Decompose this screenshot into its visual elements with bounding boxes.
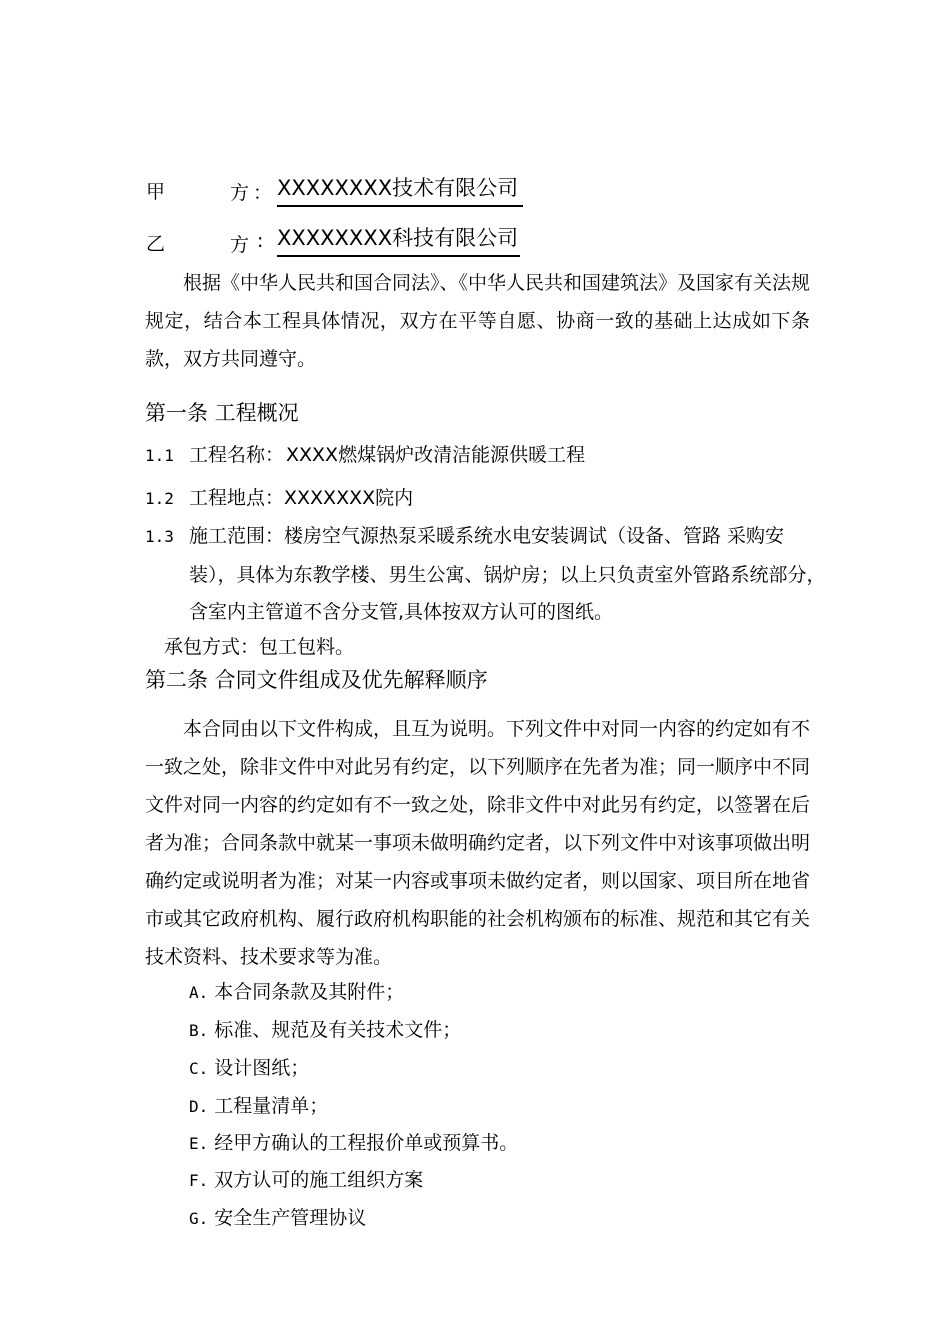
list-letter: A. (189, 983, 209, 1002)
list-item (189, 1124, 518, 1162)
list-letter: B. (189, 1021, 209, 1040)
list-item (189, 1087, 328, 1125)
party-a-label-char2: 方 (230, 182, 250, 204)
article2-title: 第二条 合同文件组成及优先解释顺序 (145, 668, 488, 692)
contract-method: 承包方式：包工包料。 (164, 636, 355, 658)
item-label: 施工范围： (189, 525, 285, 547)
list-text: 工程量清单； (214, 1095, 329, 1117)
party-a-label-char1: 甲 (146, 181, 166, 203)
list-text: 设计图纸； (214, 1057, 310, 1079)
party-a-name: XXXXXXXX技术有限公司 (277, 172, 523, 207)
list-text: 标准、规范及有关技术文件； (214, 1019, 462, 1041)
party-b-label-char2: 方 (230, 234, 250, 256)
item-value: XXXX燃煤锅炉改清洁能源供暖工程 (286, 444, 586, 466)
item-line: 楼房空气源热泵采暖系统水电安装调试（设备、管路 采购安 (284, 525, 785, 547)
list-text: 双方认可的施工组织方案 (214, 1169, 424, 1191)
item-number: 1.1 (145, 446, 174, 465)
list-letter: C. (189, 1059, 209, 1078)
item-line: 装），具体为东教学楼、男生公寓、锅炉房；以上只负责室外管路系统部分， (189, 564, 826, 586)
list-text: 安全生产管理协议 (214, 1207, 367, 1229)
list-letter: G. (189, 1209, 209, 1228)
article2-paragraph: 本合同由以下文件构成，且互为说明。下列文件中对同一内容的约定如有不一致之处，除非文件中对此另有约定，以下列顺序在先者为准；同一顺序中不同文件对同一内容的约定如有不一致之处，除非文件中对此另有约定，以签署在后者为准；合同条款中就某一事项未做明确约定者，以下列文件中对该事项做出明确约定或说明者为准；对某一内容或事项未做约定者，则以国家、项目所在地省市或其它政府机构、履行政府机构职能的社会机构颁布的标准、规范和其它有关技术资料、技术要求等为准。 (145, 718, 811, 968)
item-label: 工程名称： (189, 444, 285, 466)
party-b-label-char1: 乙 (146, 233, 166, 255)
party-b-name: XXXXXXXX科技有限公司 (277, 222, 520, 257)
party-b-colon: : (257, 230, 264, 252)
item-number: 1.2 (145, 489, 174, 508)
list-letter: D. (189, 1097, 209, 1116)
list-text: 本合同条款及其附件； (214, 981, 405, 1003)
list-letter: F. (189, 1171, 209, 1190)
list-item (189, 1199, 366, 1237)
article1-title: 第一条 工程概况 (145, 401, 299, 425)
party-a-colon: ： (253, 182, 273, 204)
item-line: 含室内主管道不含分支管,具体按双方认可的图纸。 (189, 601, 614, 623)
item-number: 1.3 (145, 527, 174, 546)
list-item (189, 973, 404, 1011)
list-item (189, 1161, 423, 1199)
list-item (189, 1011, 461, 1049)
list-letter: E. (189, 1134, 209, 1153)
list-text: 经甲方确认的工程报价单或预算书。 (214, 1132, 519, 1154)
item-value: XXXXXXX院内 (284, 487, 414, 509)
preamble-paragraph: 根据《中华人民共和国合同法》、《中华人民共和国建筑法》及国家有关法规规定，结合本工程具体情况，双方在平等自愿、协商一致的基础上达成如下条款，双方共同遵守。 (145, 272, 811, 370)
item-label: 工程地点： (189, 487, 285, 509)
list-item (189, 1049, 309, 1087)
